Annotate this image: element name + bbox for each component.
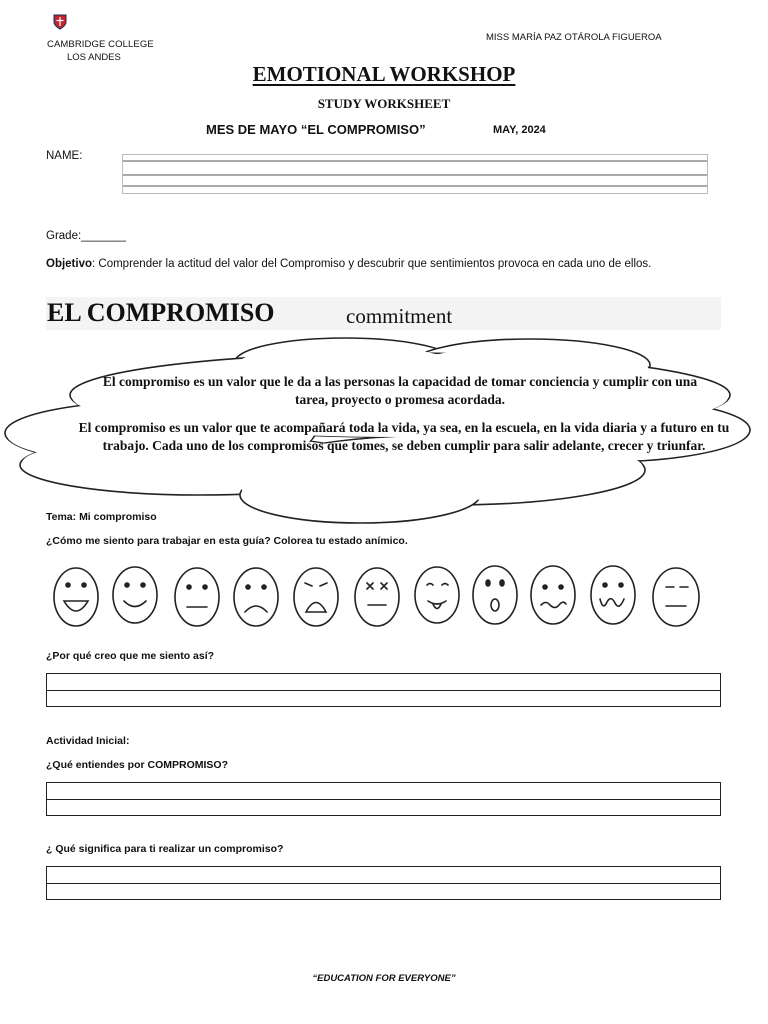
section-title: EL COMPROMISO [47, 298, 275, 327]
school-name-line2: LOS ANDES [67, 52, 121, 63]
answer-line [47, 690, 720, 691]
objective-body: : Comprender la actitud del valor del Compromiso y descubrir que sentimientos provoca en cada uno de ellos. [92, 258, 652, 270]
question-understand: ¿Qué entiendes por COMPROMISO? [46, 759, 229, 771]
month-heading: MES DE MAYO “EL COMPROMISO” [206, 122, 426, 137]
question-mood: ¿Cómo me siento para trabajar en esta guía? Colorea tu estado anímico. [46, 535, 408, 547]
neutral-face-icon[interactable] [175, 568, 219, 626]
tongue-face-icon[interactable] [415, 567, 459, 623]
crying-face-icon[interactable] [294, 568, 338, 626]
school-crest-icon [53, 14, 67, 30]
topic-label: Tema: Mi compromiso [46, 511, 157, 523]
question-why: ¿Por qué creo que me siento así? [46, 650, 215, 662]
name-line [123, 185, 707, 187]
teacher-name: MISS MARÍA PAZ OTÁROLA FIGUEROA [486, 32, 662, 43]
school-name-line1: CAMBRIDGE COLLEGE [47, 39, 154, 50]
answer-box-why[interactable] [46, 673, 721, 707]
sleepy-face-icon[interactable] [653, 568, 699, 626]
answer-box-understand[interactable] [46, 782, 721, 816]
date-label: MAY, 2024 [493, 124, 546, 136]
objective-text [46, 256, 726, 272]
name-label: NAME: [46, 150, 83, 162]
answer-box-meaning[interactable] [46, 866, 721, 900]
cloud-paragraph-2: El compromiso es un valor que te acompañará toda la vida, ya sea, en la escuela, en la vida diaria y a futuro en tu trabajo. Cada uno de los compromisos que tomes, se deben cumplir para salir adelante, crecer y triunfar. [78, 420, 730, 453]
wavy-mouth-face-icon[interactable] [531, 566, 575, 624]
answer-line [47, 883, 720, 884]
surprised-face-icon[interactable] [473, 566, 517, 624]
cloud-paragraph-1: El compromiso es un valor que le da a las personas la capacidad de tomar conciencia y cumplir con una tarea, proyecto o promesa acordada. [102, 374, 698, 407]
grade-field[interactable]: Grade:_______ [46, 230, 126, 242]
objective-label: Objetivo [46, 258, 93, 270]
sad-face-icon[interactable] [234, 568, 278, 626]
section-subtitle: commitment [346, 304, 453, 328]
question-meaning: ¿ Qué significa para ti realizar un compromiso? [46, 843, 284, 855]
name-line [123, 174, 707, 176]
dizzy-face-icon[interactable] [355, 568, 399, 626]
answer-line [47, 799, 720, 800]
laughing-face-icon[interactable] [54, 568, 98, 626]
confused-face-icon[interactable] [591, 566, 635, 624]
page-subtitle: STUDY WORKSHEET [317, 96, 451, 111]
footer-motto: “EDUCATION FOR EVERYONE” [312, 973, 456, 984]
name-line [123, 160, 707, 162]
smiling-face-icon[interactable] [113, 567, 157, 623]
activity-label: Actividad Inicial: [46, 735, 130, 747]
page-title: EMOTIONAL WORKSHOP [252, 62, 516, 86]
mood-faces [40, 555, 730, 635]
name-field[interactable] [122, 154, 708, 194]
